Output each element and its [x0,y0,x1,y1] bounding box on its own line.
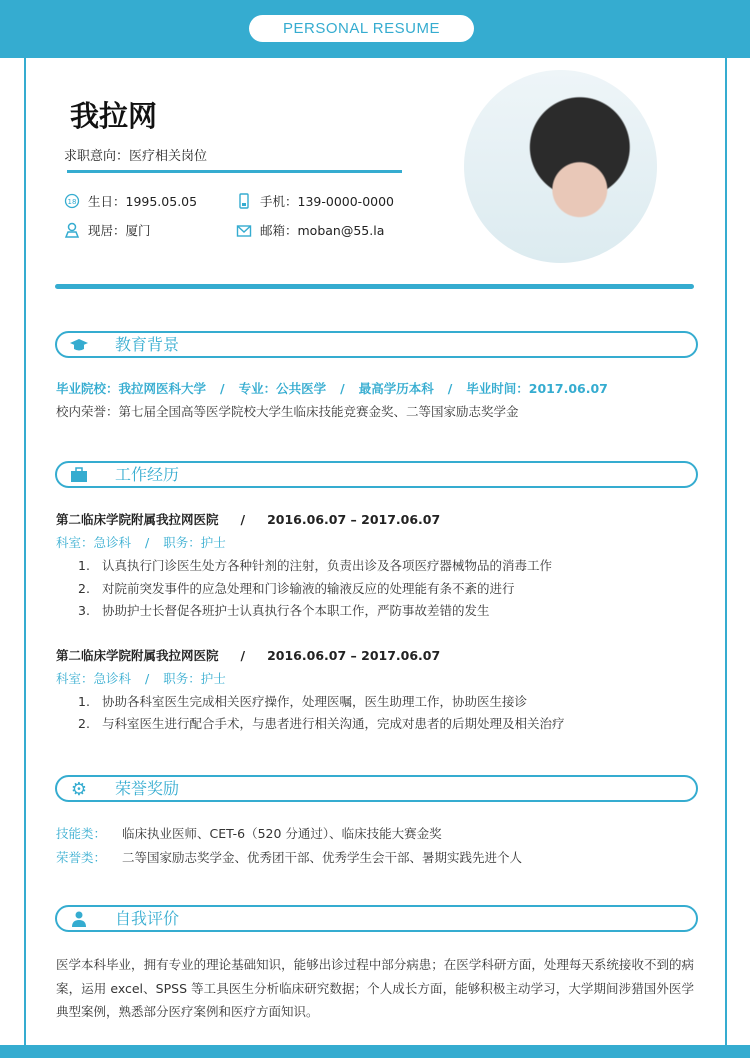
job-header [56,646,440,664]
age-18-icon [64,193,80,209]
job-intent: 求职意向：医疗相关岗位 [64,149,208,164]
section-header-education [55,331,698,358]
employer: 第二临床学院附属我拉网医院 [56,512,219,527]
person-icon [69,910,89,928]
award-text: 二等国家励志奖学金、优秀团干部、优秀学生会干部、暑期实践先进个人 [122,850,523,865]
phone-icon [236,193,252,209]
list-item [78,714,565,732]
email-icon [236,222,252,238]
education-summary [56,379,608,397]
award-label: 荣誉类： [56,850,107,865]
section-header-awards [55,775,698,802]
section-title: 工作经历 [115,465,180,484]
position: 职务：护士 [163,535,226,550]
section-title: 荣誉奖励 [115,779,180,798]
item-text: 对院前突发事件的应急处理和门诊输液的输液反应的处理能有条不紊的进行 [102,581,515,596]
gear-icon: ⚙ [70,778,88,800]
separator: / [240,512,246,527]
item-text: 认真执行门诊医生处方各种针剂的注射，负责出诊及各项医疗器械物品的消毒工作 [102,558,553,573]
department: 科室：急诊科 [56,535,132,550]
header-divider [55,284,694,289]
candidate-name: 我拉网 [70,99,158,133]
birthday: 生日：1995.05.05 [88,194,198,209]
residence: 现居：厦门 [88,223,151,238]
item-text: 协助护士长督促各班护士认真执行各个本职工作，严防事故差错的发生 [102,603,490,618]
divider [67,170,402,173]
graduation-cap-icon [69,336,89,354]
resume-title-badge: PERSONAL RESUME [249,15,474,42]
right-border [725,58,727,1048]
school: 毕业院校：我拉网医科大学 [56,381,207,396]
email: 邮箱：moban@55.la [260,223,385,238]
svg-text:18: 18 [67,198,77,206]
item-number: 2. [78,581,90,596]
job-header [56,510,440,528]
graduation-date: 毕业时间：2017.06.07 [466,381,608,396]
phone: 手机：139-0000-0000 [260,194,395,209]
department: 科室：急诊科 [56,671,132,686]
school-honors: 校内荣誉：第七届全国高等医学院校大学生临床技能竞赛金奖、二等国家励志奖学金 [56,404,519,419]
section-title: 教育背景 [115,335,180,354]
item-text: 与科室医生进行配合手术，与患者进行相关沟通，完成对患者的后期处理及相关治疗 [102,716,565,731]
item-number: 1. [78,694,90,709]
residence-row [64,221,151,239]
phone-row [236,192,394,210]
separator: / [240,648,246,663]
award-row [56,824,442,842]
employer: 第二临床学院附属我拉网医院 [56,648,219,663]
item-number: 2. [78,716,90,731]
degree: 最高学历本科 [358,381,434,396]
award-row [56,848,522,866]
email-row [236,221,384,239]
job-role: 科室：急诊科 / 职务：护士 [56,535,226,550]
location-person-icon [64,222,80,238]
self-evaluation-text: 医学本科毕业，拥有专业的理论基础知识，能够出诊过程中部分病患；在医学科研方面，处理每天系统接收不到的病案，运用 excel、SPSS 等工具医生分析临床研究数据；个人成长方面，能够积极主动学习，大学期间涉猎国外医学典型案例，熟悉部分医疗案例和医疗方面知识。 [56,957,694,1019]
list-item [78,556,552,574]
section-title: 自我评价 [115,909,180,928]
separator: / [220,381,225,396]
major: 专业：公共医学 [238,381,327,396]
list-item [78,601,490,619]
briefcase-icon [69,466,89,484]
award-text: 临床执业医师、CET-6（520 分通过）、临床技能大赛金奖 [122,826,442,841]
list-item [78,579,515,597]
section-header-self-evaluation [55,905,698,932]
birthday-row [64,192,197,210]
job-period: 2016.06.07 – 2017.06.07 [267,648,441,663]
separator: / [447,381,453,396]
profile-photo [464,70,657,263]
position: 职务：护士 [163,671,226,686]
bottom-banner [0,1045,750,1058]
job-period: 2016.06.07 – 2017.06.07 [267,512,441,527]
left-border [24,58,26,1048]
item-number: 3. [78,603,90,618]
job-role: 科室：急诊科 / 职务：护士 [56,671,226,686]
award-label: 技能类： [56,826,107,841]
separator: / [340,381,345,396]
item-text: 协助各科室医生完成相关医疗操作，处理医嘱，医生助理工作，协助医生接诊 [102,694,528,709]
section-header-work [55,461,698,488]
list-item [78,692,527,710]
item-number: 1. [78,558,90,573]
